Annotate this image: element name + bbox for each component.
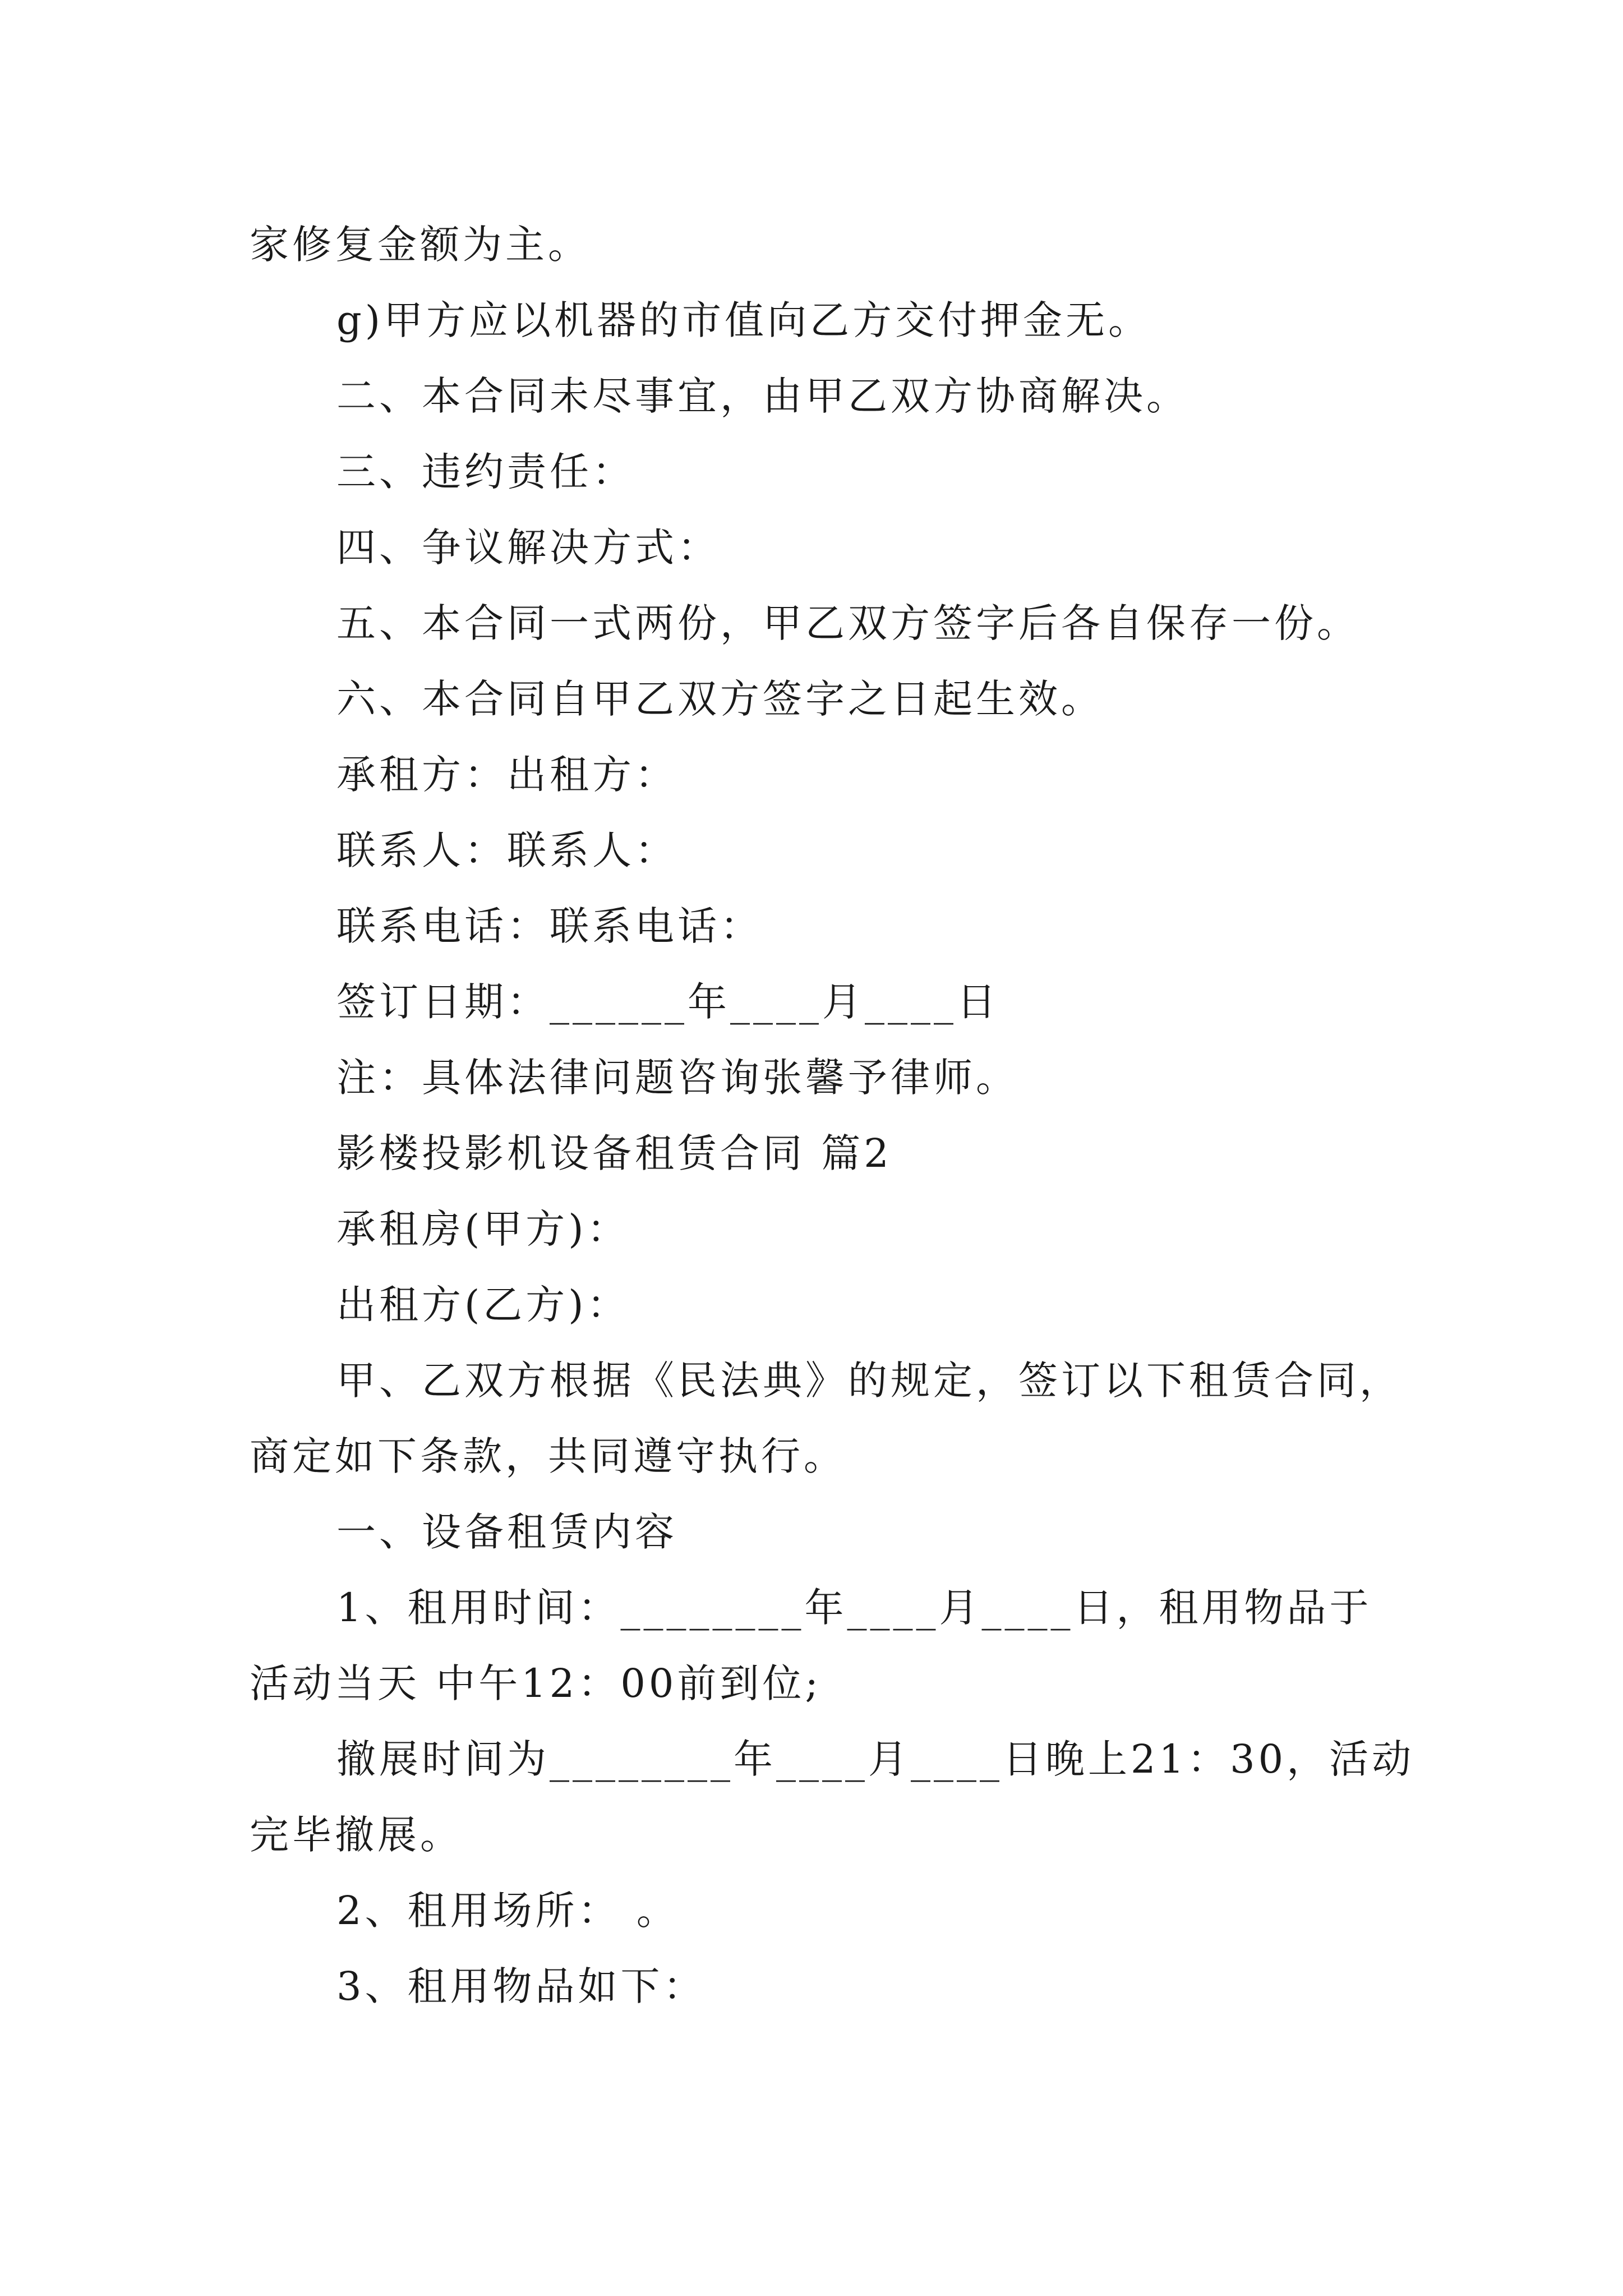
text-line: 活动当天 中午12：00前到位; [250,1660,822,1706]
text-line: 商定如下条款，共同遵守执行。 [250,1433,846,1479]
text-line: 五、本合同一式两份，甲乙双方签字后各自保存一份。 [336,600,1359,646]
text-line: 六、本合同自甲乙双方签字之日起生效。 [336,676,1104,722]
text-line: 承租房(甲方)： [336,1206,630,1252]
text-line: 2、租用场所： 。 [336,1888,679,1934]
text-line: 联系人：联系人： [336,827,677,873]
text-line: 承租方：出租方： [336,752,677,798]
text-line: 四、争议解决方式： [336,524,720,570]
text-line: 联系电话：联系电话： [336,903,763,949]
rental-time-line: 1、租用时间：________年____月____日，租用物品于 [336,1585,1372,1631]
text-line: 甲、乙双方根据《民法典》的规定，签订以下租赁合同， [336,1358,1402,1404]
signing-date-line: 签订日期：______年____月____日 [336,979,999,1025]
text-line: 注：具体法律问题咨询张馨予律师。 [336,1055,1018,1101]
text-line: 一、设备租赁内容 [336,1509,677,1555]
section-heading: 影楼投影机设备租赁合同 篇2 [336,1130,892,1176]
text-line: 二、本合同未尽事宜，由甲乙双方协商解决。 [336,373,1189,419]
text-line: 完毕撤展。 [250,1812,463,1858]
text-line: 3、租用物品如下： [336,1963,706,2009]
teardown-time-line: 撤展时间为________年____月____日晚上21：30，活动 [336,1736,1415,1782]
text-line: 家修复金额为主。 [250,222,591,268]
text-line: 三、违约责任： [336,449,635,495]
text-line: g)甲方应以机器的市值向乙方交付押金无。 [336,297,1151,343]
text-line: 出租方(乙方)： [336,1282,630,1328]
